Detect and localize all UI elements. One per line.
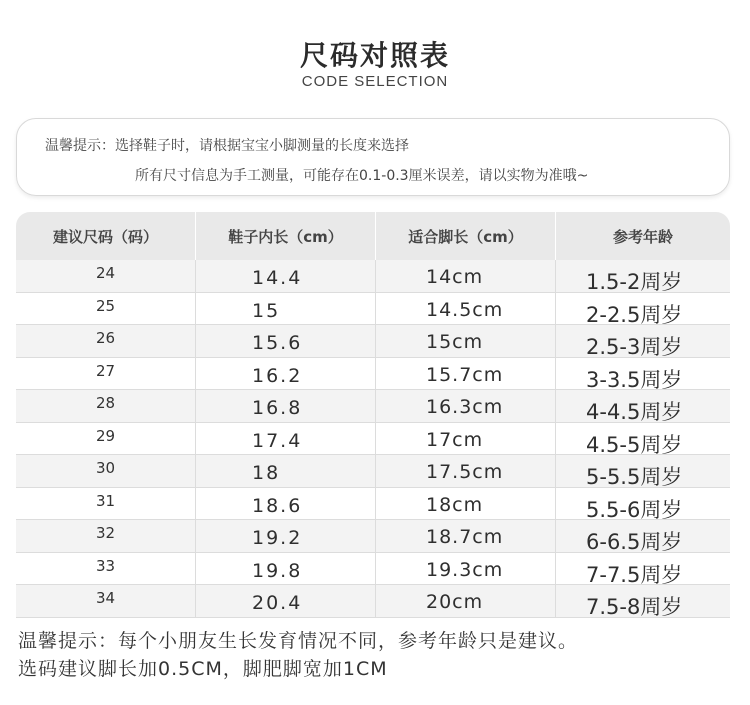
notice-line-2: 所有尺寸信息为手工测量，可能存在0.1-0.3厘米误差，请以实物为准哦~	[135, 168, 589, 184]
cell-foot-length: 17cm	[376, 423, 556, 455]
cell-inner-length: 18	[196, 455, 376, 487]
table-row	[16, 293, 730, 326]
cell-foot-length: 14.5cm	[376, 293, 556, 325]
cell-foot-length: 18.7cm	[376, 520, 556, 552]
page-subtitle: CODE SELECTION	[301, 73, 449, 90]
notice-line-1: 温馨提示：选择鞋子时，请根据宝宝小脚测量的长度来选择	[45, 138, 409, 154]
table-row	[16, 455, 730, 488]
cell-inner-length: 18.6	[196, 488, 376, 520]
cell-age: 1.5-2周岁	[586, 270, 683, 294]
cell-size: 34	[16, 585, 196, 617]
cell-size: 27	[16, 358, 196, 390]
cell-size: 25	[16, 293, 196, 325]
table-row	[16, 553, 730, 586]
footnote-line-2: 选码建议脚长加0.5CM，脚肥脚宽加1CM	[18, 658, 388, 680]
cell-foot-length: 15.7cm	[376, 358, 556, 390]
cell-age: 3-3.5周岁	[586, 367, 683, 392]
cell-inner-length: 15	[196, 293, 376, 325]
cell-age: 4-4.5周岁	[586, 400, 683, 424]
cell-size: 33	[16, 553, 196, 585]
cell-foot-length: 18cm	[376, 488, 556, 520]
cell-size: 32	[16, 520, 196, 552]
cell-age: 5-5.5周岁	[586, 465, 683, 489]
table-row	[16, 358, 730, 391]
page-title: 尺码对照表	[299, 39, 450, 72]
cell-age: 6-6.5周岁	[586, 530, 683, 554]
table-row	[16, 520, 730, 553]
cell-foot-length: 17.5cm	[376, 455, 556, 487]
cell-foot-length: 15cm	[376, 325, 556, 357]
cell-foot-length: 16.3cm	[376, 390, 556, 422]
cell-age: 2.5-3周岁	[586, 335, 683, 359]
cell-age: 7.5-8周岁	[586, 595, 683, 619]
table-row	[16, 423, 730, 456]
cell-inner-length: 14.4	[196, 260, 376, 292]
cell-size: 26	[16, 325, 196, 357]
table-body	[16, 260, 730, 618]
notice-box	[16, 118, 730, 196]
footnote	[18, 627, 578, 683]
table-row	[16, 488, 730, 521]
cell-inner-length: 15.6	[196, 325, 376, 357]
cell-age: 4.5-5周岁	[586, 432, 683, 457]
cell-inner-length: 16.2	[196, 358, 376, 390]
cell-inner-length: 19.8	[196, 553, 376, 585]
header-foot-length: 适合脚长（cm）	[376, 212, 556, 260]
cell-inner-length: 20.4	[196, 585, 376, 617]
cell-age: 2-2.5周岁	[586, 302, 683, 327]
table-header	[16, 212, 730, 260]
header-inner-length: 鞋子内长（cm）	[196, 212, 376, 260]
table-row	[16, 585, 730, 618]
cell-foot-length: 14cm	[376, 260, 556, 292]
cell-foot-length: 19.3cm	[376, 553, 556, 585]
cell-size: 31	[16, 488, 196, 520]
cell-inner-length: 17.4	[196, 423, 376, 455]
header-size: 建议尺码（码）	[16, 212, 196, 260]
cell-size: 24	[16, 260, 196, 292]
table-row	[16, 390, 730, 423]
header-age: 参考年龄	[612, 227, 673, 246]
footnote-line-1: 温馨提示：每个小朋友生长发育情况不同，参考年龄只是建议。	[18, 630, 579, 652]
cell-age: 7-7.5周岁	[586, 562, 683, 587]
cell-inner-length: 16.8	[196, 390, 376, 422]
cell-inner-length: 19.2	[196, 520, 376, 552]
table-row	[16, 260, 730, 293]
cell-size: 28	[16, 390, 196, 422]
cell-age: 5.5-6周岁	[586, 497, 683, 522]
size-table	[16, 212, 730, 618]
table-row	[16, 325, 730, 358]
cell-size: 29	[16, 423, 196, 455]
cell-size: 30	[16, 455, 196, 487]
cell-foot-length: 20cm	[376, 585, 556, 617]
